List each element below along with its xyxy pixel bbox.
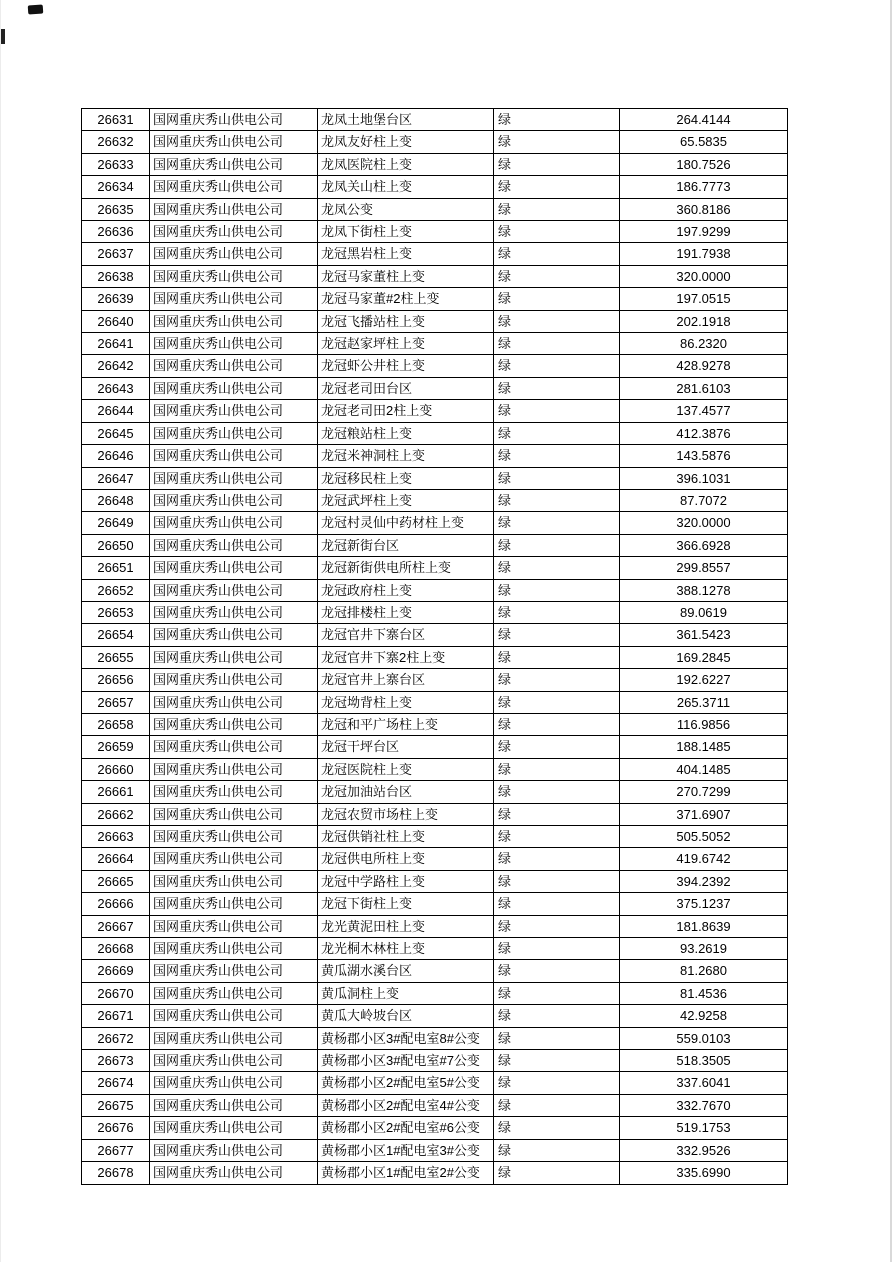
cell-id[interactable]: 26658	[82, 713, 150, 735]
cell-status[interactable]: 绿	[494, 422, 620, 444]
table-row[interactable]	[82, 1139, 788, 1161]
cell-company[interactable]: 国网重庆秀山供电公司	[150, 870, 318, 892]
cell-status[interactable]: 绿	[494, 579, 620, 601]
cell-status[interactable]: 绿	[494, 870, 620, 892]
cell-station[interactable]: 龙冠马家董柱上变	[318, 265, 494, 287]
cell-id[interactable]: 26643	[82, 377, 150, 399]
cell-station[interactable]: 龙凤医院柱上变	[318, 153, 494, 175]
cell-station[interactable]: 黄杨郡小区2#配电室4#公变	[318, 1094, 494, 1116]
cell-status[interactable]: 绿	[494, 467, 620, 489]
cell-value[interactable]: 428.9278	[620, 355, 788, 377]
table-row[interactable]	[82, 1117, 788, 1139]
table-row[interactable]	[82, 1072, 788, 1094]
table-row[interactable]	[82, 400, 788, 422]
cell-id[interactable]: 26662	[82, 803, 150, 825]
cell-status[interactable]: 绿	[494, 803, 620, 825]
cell-value[interactable]: 87.7072	[620, 489, 788, 511]
cell-station[interactable]: 龙冠粮站柱上变	[318, 422, 494, 444]
cell-status[interactable]: 绿	[494, 355, 620, 377]
table-row[interactable]	[82, 848, 788, 870]
table-row[interactable]	[82, 669, 788, 691]
cell-station[interactable]: 龙冠加油站台区	[318, 781, 494, 803]
cell-id[interactable]: 26659	[82, 736, 150, 758]
table-row[interactable]	[82, 713, 788, 735]
cell-status[interactable]: 绿	[494, 960, 620, 982]
cell-id[interactable]: 26645	[82, 422, 150, 444]
cell-status[interactable]: 绿	[494, 265, 620, 287]
cell-station[interactable]: 龙凤公变	[318, 198, 494, 220]
cell-company[interactable]: 国网重庆秀山供电公司	[150, 1072, 318, 1094]
cell-company[interactable]: 国网重庆秀山供电公司	[150, 243, 318, 265]
cell-company[interactable]: 国网重庆秀山供电公司	[150, 848, 318, 870]
cell-status[interactable]: 绿	[494, 713, 620, 735]
cell-status[interactable]: 绿	[494, 377, 620, 399]
cell-value[interactable]: 265.3711	[620, 691, 788, 713]
cell-status[interactable]: 绿	[494, 512, 620, 534]
cell-id[interactable]: 26650	[82, 534, 150, 556]
cell-station[interactable]: 龙冠农贸市场柱上变	[318, 803, 494, 825]
table-row[interactable]	[82, 1027, 788, 1049]
cell-company[interactable]: 国网重庆秀山供电公司	[150, 758, 318, 780]
cell-id[interactable]: 26635	[82, 198, 150, 220]
cell-station[interactable]: 龙冠老司田台区	[318, 377, 494, 399]
cell-station[interactable]: 黄杨郡小区2#配电室5#公变	[318, 1072, 494, 1094]
cell-value[interactable]: 320.0000	[620, 265, 788, 287]
cell-value[interactable]: 335.6990	[620, 1162, 788, 1184]
cell-company[interactable]: 国网重庆秀山供电公司	[150, 691, 318, 713]
table-row[interactable]	[82, 736, 788, 758]
cell-value[interactable]: 320.0000	[620, 512, 788, 534]
cell-id[interactable]: 26670	[82, 982, 150, 1004]
cell-id[interactable]: 26646	[82, 445, 150, 467]
cell-id[interactable]: 26656	[82, 669, 150, 691]
cell-status[interactable]: 绿	[494, 131, 620, 153]
table-row[interactable]	[82, 691, 788, 713]
scan-artifact	[1, 29, 5, 44]
cell-value[interactable]: 332.7670	[620, 1094, 788, 1116]
cell-status[interactable]: 绿	[494, 691, 620, 713]
cell-station[interactable]: 龙冠坳背柱上变	[318, 691, 494, 713]
cell-value[interactable]: 388.1278	[620, 579, 788, 601]
cell-station[interactable]: 龙冠老司田2柱上变	[318, 400, 494, 422]
cell-station[interactable]: 龙冠赵家坪柱上变	[318, 333, 494, 355]
cell-value[interactable]: 81.4536	[620, 982, 788, 1004]
cell-value[interactable]: 137.4577	[620, 400, 788, 422]
cell-value[interactable]: 169.2845	[620, 646, 788, 668]
cell-station[interactable]: 龙凤友好柱上变	[318, 131, 494, 153]
table-row[interactable]	[82, 826, 788, 848]
cell-id[interactable]: 26648	[82, 489, 150, 511]
cell-company[interactable]: 国网重庆秀山供电公司	[150, 826, 318, 848]
cell-value[interactable]: 419.6742	[620, 848, 788, 870]
table-row[interactable]	[82, 333, 788, 355]
table-row[interactable]	[82, 1162, 788, 1184]
cell-status[interactable]: 绿	[494, 826, 620, 848]
cell-status[interactable]: 绿	[494, 601, 620, 623]
cell-station[interactable]: 龙冠村灵仙中药材柱上变	[318, 512, 494, 534]
table-row[interactable]	[82, 893, 788, 915]
cell-id[interactable]: 26640	[82, 310, 150, 332]
cell-status[interactable]: 绿	[494, 400, 620, 422]
table-row[interactable]	[82, 422, 788, 444]
cell-station[interactable]: 龙冠下街柱上变	[318, 893, 494, 915]
cell-company[interactable]: 国网重庆秀山供电公司	[150, 960, 318, 982]
cell-id[interactable]: 26675	[82, 1094, 150, 1116]
table-row[interactable]	[82, 489, 788, 511]
cell-id[interactable]: 26673	[82, 1050, 150, 1072]
cell-value[interactable]: 396.1031	[620, 467, 788, 489]
cell-company[interactable]: 国网重庆秀山供电公司	[150, 646, 318, 668]
cell-company[interactable]: 国网重庆秀山供电公司	[150, 512, 318, 534]
cell-company[interactable]: 国网重庆秀山供电公司	[150, 915, 318, 937]
cell-company[interactable]: 国网重庆秀山供电公司	[150, 938, 318, 960]
cell-value[interactable]: 89.0619	[620, 601, 788, 623]
cell-status[interactable]: 绿	[494, 938, 620, 960]
cell-station[interactable]: 龙冠和平广场柱上变	[318, 713, 494, 735]
cell-station[interactable]: 龙冠官井下寨台区	[318, 624, 494, 646]
cell-id[interactable]: 26668	[82, 938, 150, 960]
scan-artifact	[28, 4, 44, 14]
cell-company[interactable]: 国网重庆秀山供电公司	[150, 1117, 318, 1139]
cell-id[interactable]: 26674	[82, 1072, 150, 1094]
cell-status[interactable]: 绿	[494, 669, 620, 691]
cell-company[interactable]: 国网重庆秀山供电公司	[150, 198, 318, 220]
cell-status[interactable]: 绿	[494, 624, 620, 646]
table-row[interactable]	[82, 176, 788, 198]
cell-value[interactable]: 197.9299	[620, 221, 788, 243]
cell-station[interactable]: 龙冠飞播站柱上变	[318, 310, 494, 332]
cell-value[interactable]: 505.5052	[620, 826, 788, 848]
cell-company[interactable]: 国网重庆秀山供电公司	[150, 1162, 318, 1184]
table-row[interactable]	[82, 938, 788, 960]
cell-status[interactable]: 绿	[494, 915, 620, 937]
cell-company[interactable]: 国网重庆秀山供电公司	[150, 221, 318, 243]
cell-value[interactable]: 366.6928	[620, 534, 788, 556]
cell-id[interactable]: 26638	[82, 265, 150, 287]
cell-id[interactable]: 26655	[82, 646, 150, 668]
cell-id[interactable]: 26664	[82, 848, 150, 870]
cell-id[interactable]: 26663	[82, 826, 150, 848]
cell-company[interactable]: 国网重庆秀山供电公司	[150, 557, 318, 579]
cell-value[interactable]: 394.2392	[620, 870, 788, 892]
cell-status[interactable]: 绿	[494, 1117, 620, 1139]
cell-station[interactable]: 龙冠供销社柱上变	[318, 826, 494, 848]
cell-id[interactable]: 26633	[82, 153, 150, 175]
cell-company[interactable]: 国网重庆秀山供电公司	[150, 153, 318, 175]
cell-company[interactable]: 国网重庆秀山供电公司	[150, 713, 318, 735]
cell-value[interactable]: 361.5423	[620, 624, 788, 646]
cell-status[interactable]: 绿	[494, 109, 620, 131]
cell-status[interactable]: 绿	[494, 445, 620, 467]
cell-value[interactable]: 264.4144	[620, 109, 788, 131]
table-row[interactable]	[82, 198, 788, 220]
cell-company[interactable]: 国网重庆秀山供电公司	[150, 1005, 318, 1027]
cell-company[interactable]: 国网重庆秀山供电公司	[150, 489, 318, 511]
cell-station[interactable]: 龙冠米神洞柱上变	[318, 445, 494, 467]
table-row[interactable]	[82, 758, 788, 780]
table-row[interactable]	[82, 377, 788, 399]
cell-status[interactable]: 绿	[494, 1005, 620, 1027]
cell-value[interactable]: 188.1485	[620, 736, 788, 758]
cell-station[interactable]: 黄瓜大岭坡台区	[318, 1005, 494, 1027]
power-station-table	[81, 108, 788, 1185]
table-row[interactable]	[82, 445, 788, 467]
table-row[interactable]	[82, 153, 788, 175]
table-row[interactable]	[82, 781, 788, 803]
cell-status[interactable]: 绿	[494, 848, 620, 870]
table-row[interactable]	[82, 557, 788, 579]
cell-value[interactable]: 180.7526	[620, 153, 788, 175]
cell-company[interactable]: 国网重庆秀山供电公司	[150, 982, 318, 1004]
cell-id[interactable]: 26660	[82, 758, 150, 780]
cell-id[interactable]: 26666	[82, 893, 150, 915]
cell-company[interactable]: 国网重庆秀山供电公司	[150, 736, 318, 758]
cell-status[interactable]: 绿	[494, 534, 620, 556]
cell-station[interactable]: 龙凤土地堡台区	[318, 109, 494, 131]
cell-value[interactable]: 299.8557	[620, 557, 788, 579]
cell-company[interactable]: 国网重庆秀山供电公司	[150, 422, 318, 444]
cell-station[interactable]: 黄杨郡小区3#配电室#7公变	[318, 1050, 494, 1072]
cell-status[interactable]: 绿	[494, 310, 620, 332]
cell-station[interactable]: 龙冠干坪台区	[318, 736, 494, 758]
cell-value[interactable]: 518.3505	[620, 1050, 788, 1072]
table-row[interactable]	[82, 265, 788, 287]
cell-station[interactable]: 龙冠新街供电所柱上变	[318, 557, 494, 579]
table-row[interactable]	[82, 1050, 788, 1072]
cell-value[interactable]: 197.0515	[620, 288, 788, 310]
cell-status[interactable]: 绿	[494, 176, 620, 198]
cell-value[interactable]: 371.6907	[620, 803, 788, 825]
cell-value[interactable]: 202.1918	[620, 310, 788, 332]
cell-station[interactable]: 龙冠排楼柱上变	[318, 601, 494, 623]
cell-company[interactable]: 国网重庆秀山供电公司	[150, 601, 318, 623]
cell-id[interactable]: 26647	[82, 467, 150, 489]
cell-value[interactable]: 186.7773	[620, 176, 788, 198]
cell-id[interactable]: 26637	[82, 243, 150, 265]
table-row[interactable]	[82, 579, 788, 601]
cell-status[interactable]: 绿	[494, 221, 620, 243]
cell-station[interactable]: 龙凤下街柱上变	[318, 221, 494, 243]
table-row[interactable]	[82, 960, 788, 982]
cell-value[interactable]: 93.2619	[620, 938, 788, 960]
cell-id[interactable]: 26641	[82, 333, 150, 355]
cell-status[interactable]: 绿	[494, 557, 620, 579]
cell-id[interactable]: 26677	[82, 1139, 150, 1161]
cell-id[interactable]: 26651	[82, 557, 150, 579]
table-row[interactable]	[82, 601, 788, 623]
cell-station[interactable]: 龙冠新街台区	[318, 534, 494, 556]
cell-station[interactable]: 龙冠移民柱上变	[318, 467, 494, 489]
table-row[interactable]	[82, 310, 788, 332]
cell-station[interactable]: 龙冠中学路柱上变	[318, 870, 494, 892]
table-row[interactable]	[82, 288, 788, 310]
cell-company[interactable]: 国网重庆秀山供电公司	[150, 1050, 318, 1072]
cell-station[interactable]: 龙冠黑岩柱上变	[318, 243, 494, 265]
cell-value[interactable]: 192.6227	[620, 669, 788, 691]
cell-id[interactable]: 26639	[82, 288, 150, 310]
cell-company[interactable]: 国网重庆秀山供电公司	[150, 1094, 318, 1116]
cell-company[interactable]: 国网重庆秀山供电公司	[150, 310, 318, 332]
cell-value[interactable]: 404.1485	[620, 758, 788, 780]
cell-company[interactable]: 国网重庆秀山供电公司	[150, 781, 318, 803]
cell-value[interactable]: 375.1237	[620, 893, 788, 915]
cell-id[interactable]: 26644	[82, 400, 150, 422]
table-row[interactable]	[82, 512, 788, 534]
cell-company[interactable]: 国网重庆秀山供电公司	[150, 1139, 318, 1161]
cell-company[interactable]: 国网重庆秀山供电公司	[150, 467, 318, 489]
cell-company[interactable]: 国网重庆秀山供电公司	[150, 333, 318, 355]
cell-id[interactable]: 26653	[82, 601, 150, 623]
cell-value[interactable]: 337.6041	[620, 1072, 788, 1094]
cell-status[interactable]: 绿	[494, 1162, 620, 1184]
cell-id[interactable]: 26657	[82, 691, 150, 713]
cell-company[interactable]: 国网重庆秀山供电公司	[150, 893, 318, 915]
cell-id[interactable]: 26649	[82, 512, 150, 534]
table-row[interactable]	[82, 131, 788, 153]
cell-company[interactable]: 国网重庆秀山供电公司	[150, 355, 318, 377]
cell-company[interactable]: 国网重庆秀山供电公司	[150, 445, 318, 467]
cell-id[interactable]: 26661	[82, 781, 150, 803]
cell-status[interactable]: 绿	[494, 1050, 620, 1072]
cell-value[interactable]: 519.1753	[620, 1117, 788, 1139]
cell-value[interactable]: 191.7938	[620, 243, 788, 265]
cell-company[interactable]: 国网重庆秀山供电公司	[150, 265, 318, 287]
cell-value[interactable]: 42.9258	[620, 1005, 788, 1027]
cell-station[interactable]: 龙冠医院柱上变	[318, 758, 494, 780]
cell-station[interactable]: 龙光黄泥田柱上变	[318, 915, 494, 937]
cell-status[interactable]: 绿	[494, 781, 620, 803]
cell-status[interactable]: 绿	[494, 198, 620, 220]
cell-station[interactable]: 龙冠供电所柱上变	[318, 848, 494, 870]
cell-company[interactable]: 国网重庆秀山供电公司	[150, 1027, 318, 1049]
cell-status[interactable]: 绿	[494, 1027, 620, 1049]
table-row[interactable]	[82, 534, 788, 556]
cell-value[interactable]: 116.9856	[620, 713, 788, 735]
table-body	[82, 109, 788, 1185]
cell-station[interactable]: 龙光桐木林柱上变	[318, 938, 494, 960]
cell-status[interactable]: 绿	[494, 333, 620, 355]
cell-station[interactable]: 黄杨郡小区2#配电室#6公变	[318, 1117, 494, 1139]
cell-status[interactable]: 绿	[494, 243, 620, 265]
cell-id[interactable]: 26631	[82, 109, 150, 131]
table-row[interactable]	[82, 467, 788, 489]
cell-value[interactable]: 412.3876	[620, 422, 788, 444]
cell-status[interactable]: 绿	[494, 288, 620, 310]
cell-company[interactable]: 国网重庆秀山供电公司	[150, 534, 318, 556]
cell-status[interactable]: 绿	[494, 758, 620, 780]
cell-company[interactable]: 国网重庆秀山供电公司	[150, 669, 318, 691]
cell-station[interactable]: 黄杨郡小区1#配电室2#公变	[318, 1162, 494, 1184]
cell-id[interactable]: 26667	[82, 915, 150, 937]
table-row[interactable]	[82, 915, 788, 937]
cell-id[interactable]: 26634	[82, 176, 150, 198]
cell-value[interactable]: 559.0103	[620, 1027, 788, 1049]
cell-status[interactable]: 绿	[494, 646, 620, 668]
cell-status[interactable]: 绿	[494, 153, 620, 175]
cell-id[interactable]: 26672	[82, 1027, 150, 1049]
table-row[interactable]	[82, 355, 788, 377]
cell-company[interactable]: 国网重庆秀山供电公司	[150, 624, 318, 646]
cell-id[interactable]: 26676	[82, 1117, 150, 1139]
cell-value[interactable]: 65.5835	[620, 131, 788, 153]
cell-value[interactable]: 81.2680	[620, 960, 788, 982]
cell-id[interactable]: 26669	[82, 960, 150, 982]
table-row[interactable]	[82, 646, 788, 668]
cell-company[interactable]: 国网重庆秀山供电公司	[150, 400, 318, 422]
cell-id[interactable]: 26632	[82, 131, 150, 153]
table-row[interactable]	[82, 624, 788, 646]
cell-company[interactable]: 国网重庆秀山供电公司	[150, 131, 318, 153]
cell-status[interactable]: 绿	[494, 893, 620, 915]
cell-station[interactable]: 龙冠官井下寨2柱上变	[318, 646, 494, 668]
cell-value[interactable]: 332.9526	[620, 1139, 788, 1161]
cell-status[interactable]: 绿	[494, 736, 620, 758]
cell-id[interactable]: 26671	[82, 1005, 150, 1027]
cell-value[interactable]: 86.2320	[620, 333, 788, 355]
cell-company[interactable]: 国网重庆秀山供电公司	[150, 109, 318, 131]
cell-station[interactable]: 龙冠政府柱上变	[318, 579, 494, 601]
cell-company[interactable]: 国网重庆秀山供电公司	[150, 579, 318, 601]
cell-station[interactable]: 黄瓜洞柱上变	[318, 982, 494, 1004]
cell-station[interactable]: 龙凤关山柱上变	[318, 176, 494, 198]
cell-company[interactable]: 国网重庆秀山供电公司	[150, 288, 318, 310]
cell-value[interactable]: 181.8639	[620, 915, 788, 937]
table-row[interactable]	[82, 109, 788, 131]
cell-station[interactable]: 龙冠虾公井柱上变	[318, 355, 494, 377]
cell-station[interactable]: 黄杨郡小区1#配电室3#公变	[318, 1139, 494, 1161]
cell-value[interactable]: 360.8186	[620, 198, 788, 220]
table-row[interactable]	[82, 1094, 788, 1116]
table-row[interactable]	[82, 982, 788, 1004]
cell-value[interactable]: 143.5876	[620, 445, 788, 467]
cell-id[interactable]: 26654	[82, 624, 150, 646]
cell-station[interactable]: 黄瓜湖水溪台区	[318, 960, 494, 982]
table-row[interactable]	[82, 1005, 788, 1027]
cell-id[interactable]: 26678	[82, 1162, 150, 1184]
cell-station[interactable]: 龙冠马家董#2柱上变	[318, 288, 494, 310]
table-row[interactable]	[82, 221, 788, 243]
table-row[interactable]	[82, 803, 788, 825]
table-row[interactable]	[82, 243, 788, 265]
cell-station[interactable]: 龙冠武坪柱上变	[318, 489, 494, 511]
cell-status[interactable]: 绿	[494, 982, 620, 1004]
cell-value[interactable]: 281.6103	[620, 377, 788, 399]
cell-status[interactable]: 绿	[494, 1139, 620, 1161]
cell-id[interactable]: 26636	[82, 221, 150, 243]
cell-status[interactable]: 绿	[494, 1094, 620, 1116]
cell-company[interactable]: 国网重庆秀山供电公司	[150, 176, 318, 198]
cell-id[interactable]: 26652	[82, 579, 150, 601]
cell-id[interactable]: 26642	[82, 355, 150, 377]
cell-status[interactable]: 绿	[494, 489, 620, 511]
cell-company[interactable]: 国网重庆秀山供电公司	[150, 803, 318, 825]
cell-station[interactable]: 龙冠官井上寨台区	[318, 669, 494, 691]
cell-station[interactable]: 黄杨郡小区3#配电室8#公变	[318, 1027, 494, 1049]
cell-company[interactable]: 国网重庆秀山供电公司	[150, 377, 318, 399]
table-row[interactable]	[82, 870, 788, 892]
cell-status[interactable]: 绿	[494, 1072, 620, 1094]
cell-id[interactable]: 26665	[82, 870, 150, 892]
cell-value[interactable]: 270.7299	[620, 781, 788, 803]
